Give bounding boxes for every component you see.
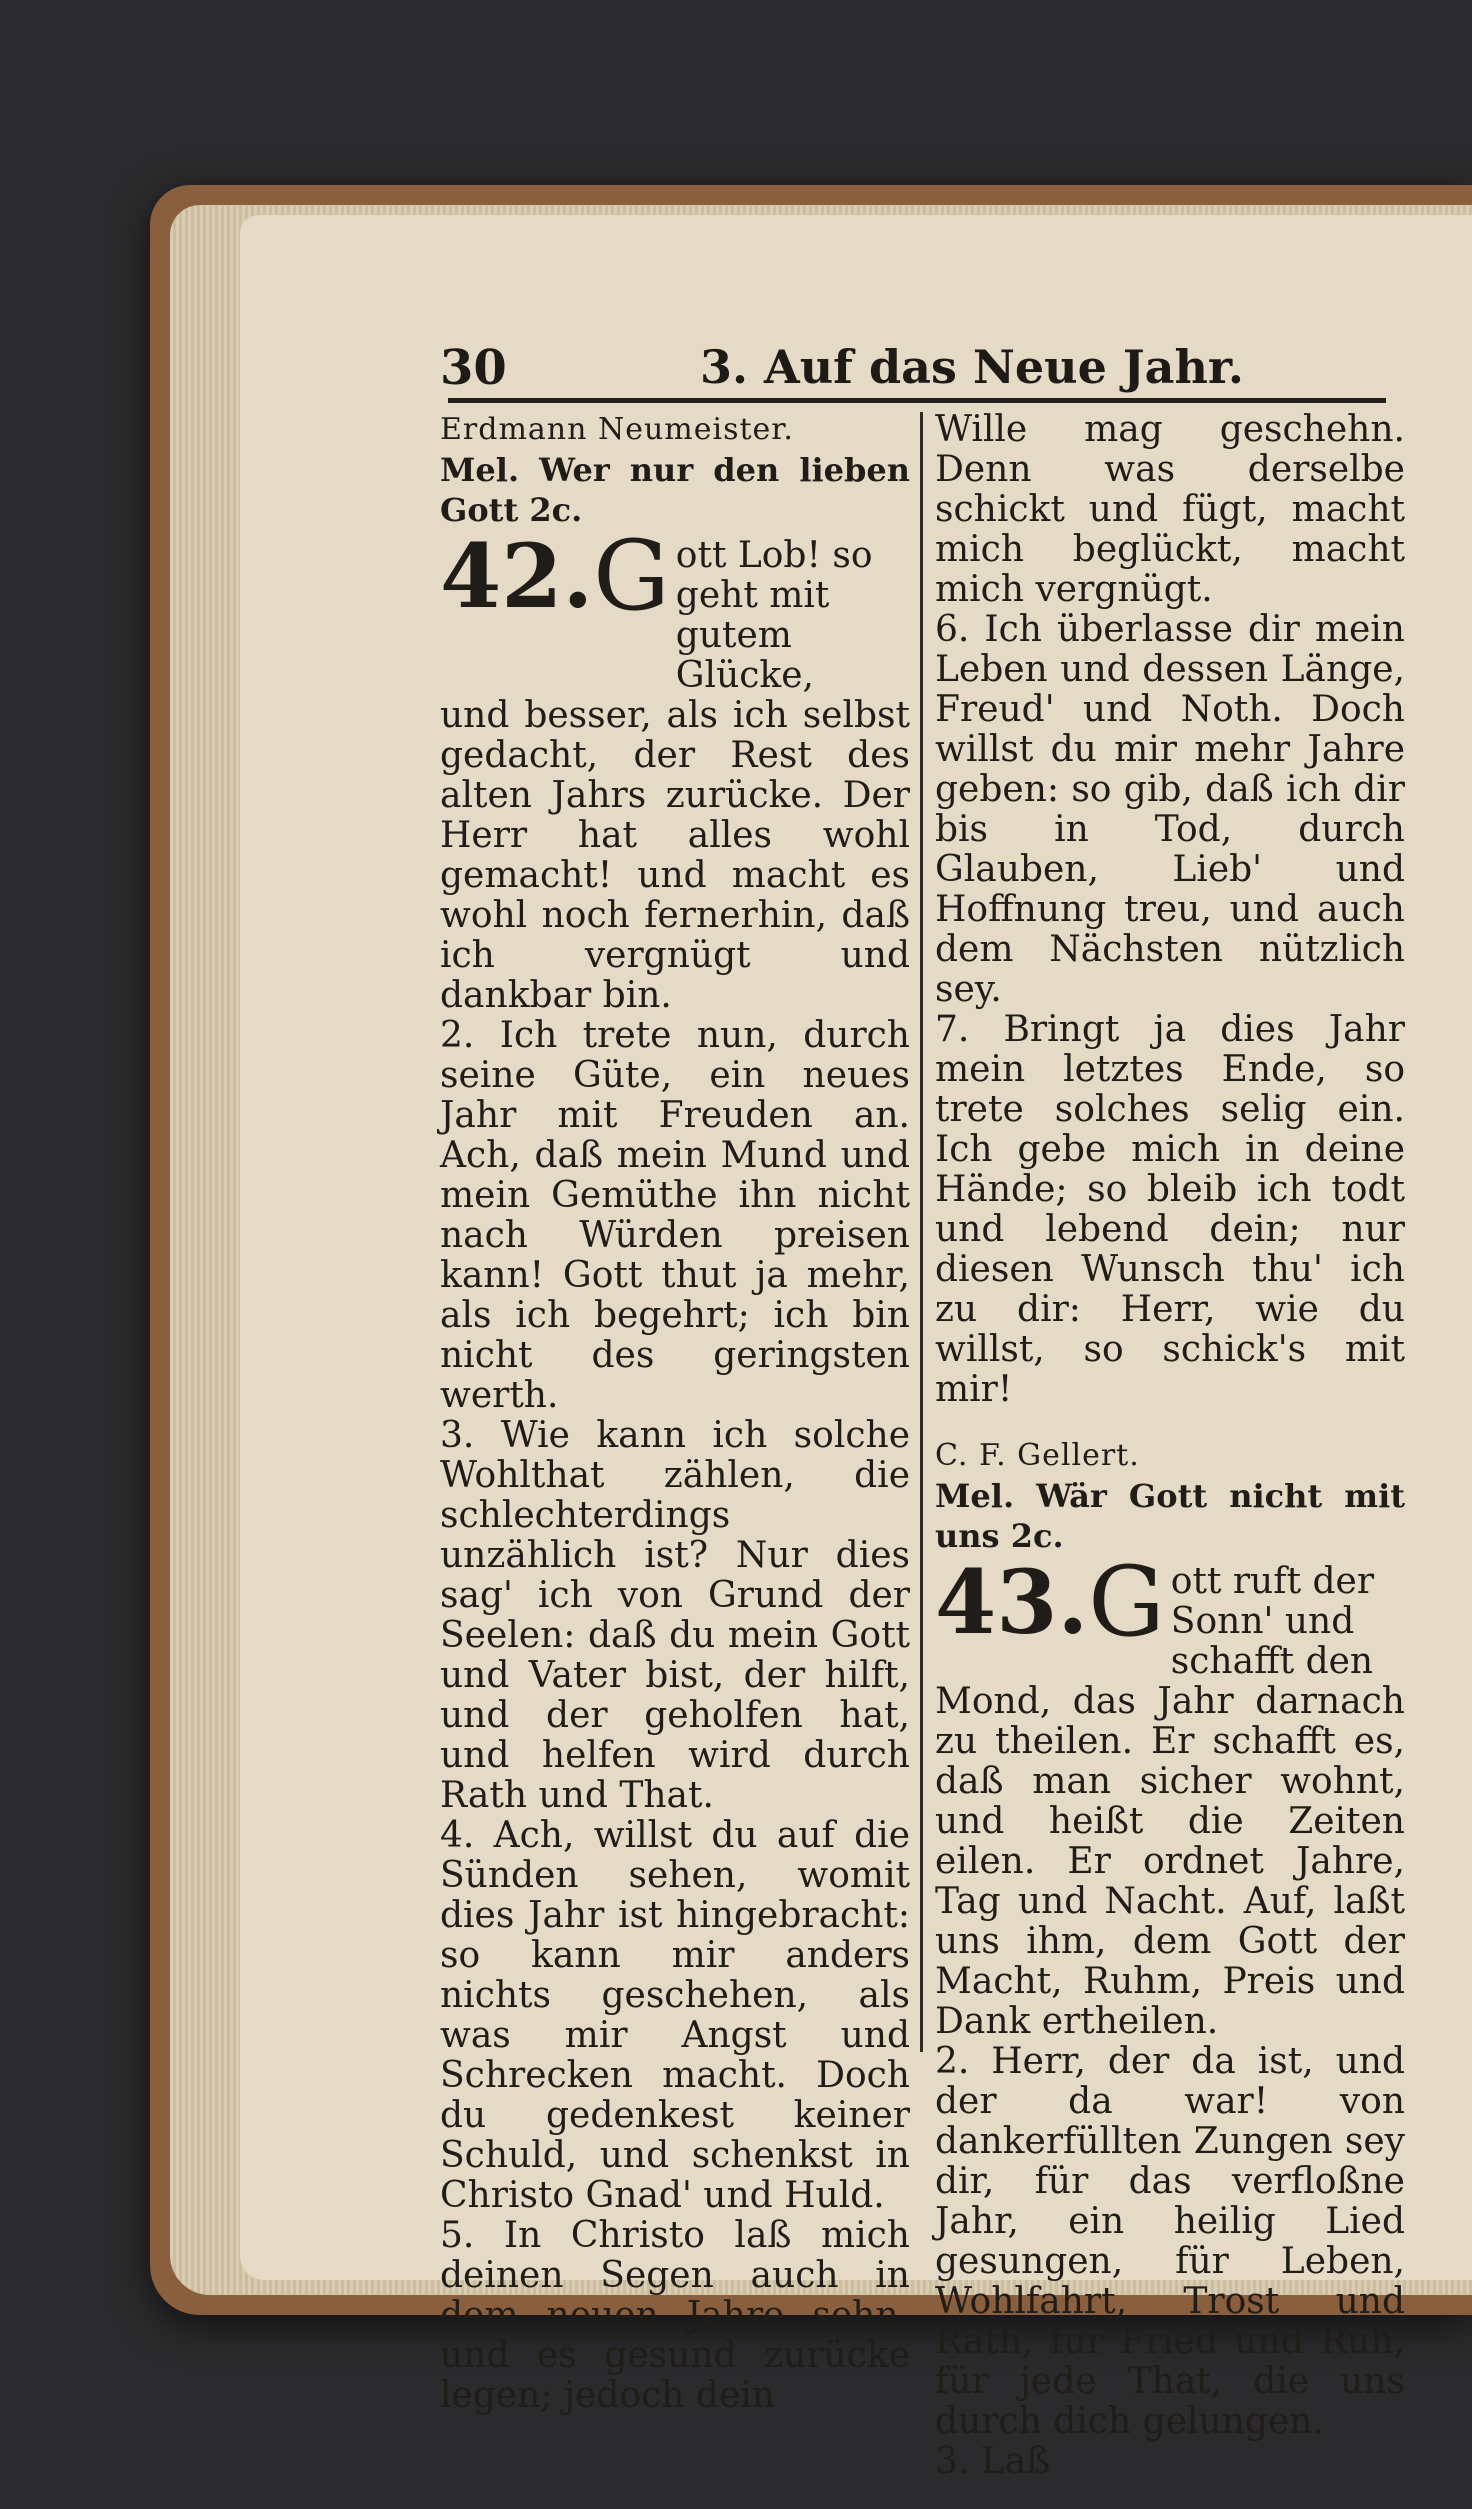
hymn-42-melody: Mel. Wer nur den lieben Gott 2c. xyxy=(440,451,910,529)
hymn-42-number: 42. xyxy=(440,524,594,628)
left-column xyxy=(440,410,910,2416)
hymn-43-start xyxy=(935,1546,1405,1682)
hymn-42-verse-5-cont: Wille mag geschehn. Denn was derselbe schickt und fügt, macht mich beglückt, macht mich vergnügt. xyxy=(935,409,1405,610)
hymn-42-drop-cap: G xyxy=(593,520,670,632)
hymn-42-verse-5: 5. In Christo laß mich deinen Segen auch in dem neuen Jahre sehn, und es gesund zurücke legen; jedoch dein xyxy=(440,2215,910,2416)
right-column xyxy=(935,410,1405,2482)
hymn-42-verse-3: 3. Wie kann ich solche Wohlthat zählen, die schlechterdings unzählich ist? Nur dies sag' ich von Grund der Seelen: daß du mein Gott und Vater bist, der hilft, und der geholfen hat, und helfen wird durch Rath und That. xyxy=(440,1415,910,1816)
hymn-42-verse-6: 6. Ich überlasse dir mein Leben und dessen Länge, Freud' und Noth. Doch willst du mir mehr Jahre geben: so gib, daß ich dir bis in Tod, durch Glauben, Lieb' und Hoffnung treu, und auch dem Nächsten nützlich sey. xyxy=(935,609,1405,1010)
column-rule xyxy=(920,412,923,2052)
hymn-43-verse-2: 2. Herr, der da ist, und der da war! von dankerfüllten Zungen sey dir, für das verfloßne Jahr, ein heilig Lied gesungen, für Leben, Wohlfahrt, Trost und Rath, für Fried und Ruh, für jede That, die uns durch dich gelungen. xyxy=(935,2041,1405,2442)
hymn-42-verse-4: 4. Ach, willst du auf die Sünden sehen, womit dies Jahr ist hingebracht: so kann mir anders nichts geschehen, als was mir Angst und Schrecken macht. Doch du gedenkest keiner Schuld, und schenkst in Christo Gnad' und Huld. xyxy=(440,1815,910,2216)
hymn-42-verse-2: 2. Ich trete nun, durch seine Güte, ein neues Jahr mit Freuden an. Ach, daß mein Mund und mein Gemüthe ihn nicht nach Würden preisen kann! Gott thut ja mehr, als ich begehrt; ich bin nicht des geringsten werth. xyxy=(440,1015,910,1416)
page-number: 30 xyxy=(440,340,507,396)
header-rule xyxy=(448,398,1386,403)
hymn-42-opening: ott Lob! so geht mit gutem Glücke, xyxy=(675,535,873,696)
hymn-42-author: Erdmann Neumeister. xyxy=(440,412,794,447)
catchword: 3. Laß xyxy=(935,2441,1051,2482)
running-head-title: 3. Auf das Neue Jahr. xyxy=(700,340,1244,394)
hymn-43-author: C. F. Gellert. xyxy=(935,1438,1140,1473)
hymn-42-start xyxy=(440,520,910,696)
hymn-43-verse-1: Mond, das Jahr darnach zu theilen. Er schafft es, daß man sicher wohnt, und heißt die Zeiten eilen. Er ordnet Jahre, Tag und Nacht. Auf, laßt uns ihm, dem Gott der Macht, Ruhm, Preis und Dank ertheilen. xyxy=(935,1681,1405,2042)
hymn-42-verse-7: 7. Bringt ja dies Jahr mein letztes Ende, so trete solches selig ein. Ich gebe mich in deine Hände; so bleib ich todt und lebend dein; nur diesen Wunsch thu' ich zu dir: Herr, wie du willst, so schick's mit mir! xyxy=(935,1009,1405,1410)
hymn-43-number: 43. xyxy=(935,1550,1089,1654)
running-head xyxy=(440,340,1390,400)
hymn-42-verse-1: und besser, als ich selbst gedacht, der Rest des alten Jahrs zurücke. Der Herr hat alles wohl gemacht! und macht es wohl noch fernerhin, daß ich vergnügt und dankbar bin. xyxy=(440,695,910,1016)
hymn-43-opening: ott ruft der Sonn' und schafft den xyxy=(1170,1561,1375,1682)
hymn-43-melody: Mel. Wär Gott nicht mit uns 2c. xyxy=(935,1477,1405,1555)
hymn-43-drop-cap: G xyxy=(1088,1546,1165,1658)
